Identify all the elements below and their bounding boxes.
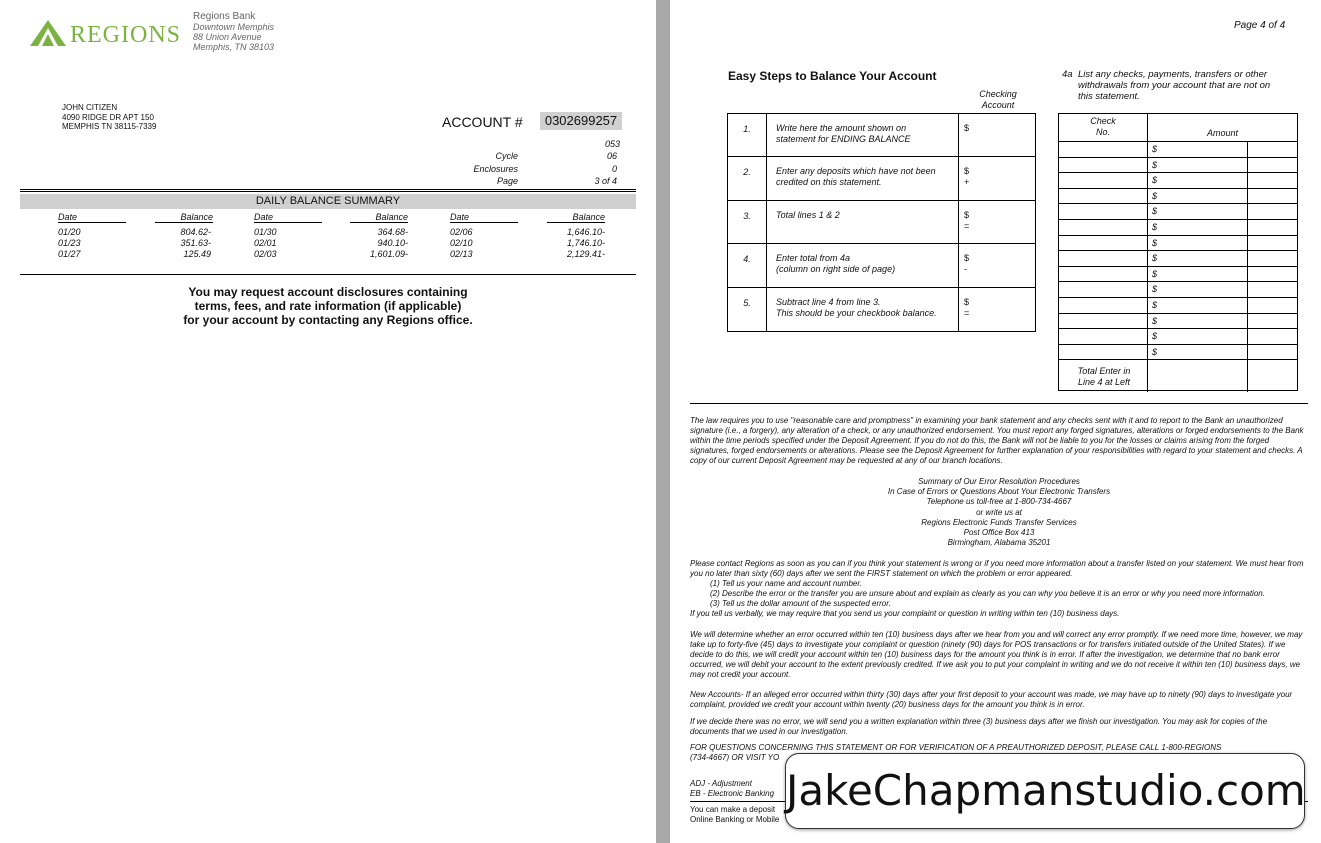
step-line: Total lines 1 & 2: [776, 209, 840, 220]
disclosure-line: You may request account disclosures containing: [188, 285, 468, 299]
step-line: This should be your checkbook balance.: [776, 307, 937, 318]
step-number: 2.: [743, 167, 751, 178]
summary-line: Birmingham, Alabama 35201: [947, 538, 1051, 548]
balance-date: 01/20: [58, 227, 81, 237]
customer-address-line1: 4090 RIDGE DR APT 150: [62, 112, 154, 122]
dollar-sign: $: [1152, 346, 1158, 357]
checking-header-line: Account: [981, 100, 1015, 110]
step-amount-field[interactable]: [959, 114, 1035, 156]
note-line: this statement.: [1078, 91, 1140, 102]
summary-line: Regions Electronic Funds Transfer Services: [921, 517, 1077, 527]
footer-line: You can make a deposit: [690, 805, 776, 814]
balance-amount: 125.49: [183, 249, 211, 259]
summary-line: Telephone us toll-free at 1-800-734-4667: [926, 497, 1072, 507]
dollar-sign: $: [1152, 222, 1158, 232]
step-text: [766, 201, 959, 243]
daily-balance-summary-title: DAILY BALANCE SUMMARY: [20, 194, 636, 209]
step-row: [728, 288, 1035, 331]
step-text: [766, 157, 959, 199]
legal-paragraph: [690, 559, 1308, 619]
balance-header: Balance: [547, 212, 605, 223]
balance-amount: 364.68-: [377, 227, 408, 237]
check-entry-row[interactable]: [1059, 158, 1297, 174]
step-number: 3.: [743, 210, 751, 221]
legal-paragraph: If we decide there was no error, we will send you a written explanation within three (3) business days after we finish our investigation. You may ask for copies of the documents that we used in our investigation.: [690, 717, 1268, 736]
balance-date: 01/30: [254, 227, 277, 237]
divider: [20, 274, 636, 275]
balance-amount: 1,601.09-: [369, 249, 408, 259]
divider: [20, 189, 636, 192]
balance-header: Balance: [155, 212, 213, 223]
watermark-banner: JakeChapmanstudio.com: [785, 753, 1305, 829]
abbreviation: EB - Electronic Banking: [690, 789, 775, 798]
summary-line: Summary of Our Error Resolution Procedures: [918, 477, 1080, 486]
dollar-sign: $: [1152, 175, 1158, 186]
statement-page-4: [670, 0, 1321, 843]
cycle-value: 06: [606, 151, 617, 161]
step-text: [766, 244, 959, 286]
legal-text: FOR QUESTIONS CONCERNING THIS STATEMENT OR FOR VERIFICATION OF A PREAUTHORIZED DEPOSIT, PLEASE CALL 1-800-REGIONS: [690, 743, 1222, 752]
check-entry-row[interactable]: [1059, 282, 1297, 298]
header-line: Check: [1090, 116, 1116, 126]
legal-text: (734-4667) OR VISIT YO: [690, 753, 780, 762]
legal-list-item: (3) Tell us the dollar amount of the suspected error.: [710, 599, 891, 608]
step-amount-field[interactable]: [959, 288, 1035, 331]
check-entry-row[interactable]: [1059, 251, 1297, 267]
account-label: ACCOUNT #: [442, 114, 523, 130]
dollar-sign: $: [964, 296, 970, 307]
legal-text: Please contact Regions as soon as you can if you think your statement is wrong or if you need more information about a transfer listed on your statement. We must hear from you no later than sixty (60) days after we sent the FIRST statement on which the problem or error appeared.: [690, 559, 1304, 578]
dollar-sign: $: [1152, 284, 1158, 295]
dollar-sign: $: [1152, 190, 1158, 201]
checks-table-header: [1059, 114, 1297, 142]
check-entry-row[interactable]: [1059, 314, 1297, 330]
regions-tree-logo-icon: [30, 20, 66, 46]
step-line: Enter any deposits which have not been: [776, 166, 936, 177]
summary-line: Post Office Box 413: [963, 528, 1035, 538]
step-amount-field[interactable]: [959, 244, 1035, 286]
step-number: 1.: [743, 124, 751, 134]
balance-date: 02/03: [254, 249, 277, 259]
dollar-sign: $: [1152, 268, 1158, 279]
operator-sign: +: [964, 177, 970, 188]
check-entry-row[interactable]: [1059, 189, 1297, 205]
date-header: Date: [254, 212, 322, 223]
check-no-header: [1059, 116, 1147, 138]
dollar-sign: $: [1152, 144, 1158, 154]
account-number: 0302699257: [540, 112, 622, 130]
legal-list-item: (2) Describe the error or the transfer you are unsure about and explain as clearly as you can why you believe it is an error or why you need more information.: [710, 589, 1265, 598]
balance-date: 01/27: [58, 249, 81, 259]
customer-address-line2: MEMPHIS TN 38115-7339: [62, 122, 157, 131]
total-label: [1061, 366, 1147, 388]
abbreviation: ADJ - Adjustment: [690, 779, 752, 788]
balance-date: 02/06: [450, 227, 473, 237]
page-value: 3 of 4: [594, 176, 617, 186]
step-number: 4.: [743, 254, 751, 265]
bank-street: 88 Union Avenue: [193, 32, 262, 42]
total-line: Line 4 at Left: [1077, 377, 1131, 387]
header-line: No.: [1095, 127, 1110, 137]
customer-name: JOHN CITIZEN: [62, 103, 118, 112]
check-entry-row[interactable]: [1059, 173, 1297, 189]
enclosures-label: Enclosures: [473, 164, 518, 174]
balance-amount: 804.62-: [180, 227, 211, 237]
total-line: Total Enter in: [1077, 366, 1131, 376]
disclosure-line: terms, fees, and rate information (if applicable): [194, 299, 462, 313]
balance-amount: 940.10-: [377, 238, 408, 248]
legal-paragraph: We will determine whether an error occurred within ten (10) business days after we hear from you and will correct any error promptly. If we need more time, however, we may take up to forty-five (45) days to investigate your complaint or question (ninety (90) days for POS transactions or for transfers initiated outside of the United States). If we decide to do this, we will credit your account within ten (10) business days for the amount you think is in error. If after the investigation, we determine that no bank error occurred, we will debit your account to the extent previously credited. If we ask you to put your complaint in writing and we do not receive it within ten (10) business days, we may not credit your account.: [690, 630, 1303, 679]
step-amount-field[interactable]: [959, 201, 1035, 243]
balance-amount: 1,646.10-: [566, 227, 605, 237]
checking-account-header: [966, 89, 1030, 111]
balance-amount: 351.63-: [180, 238, 211, 248]
balance-date: 02/13: [450, 249, 473, 259]
bank-branch: Downtown Memphis: [193, 22, 275, 32]
step-line: Subtract line 4 from line 3.: [776, 296, 881, 307]
note-line: List any checks, payments, transfers or other: [1078, 69, 1268, 80]
footer-line: Online Banking or Mobile: [690, 815, 780, 824]
divider: [690, 403, 1308, 404]
outstanding-checks-table: [1058, 113, 1298, 391]
date-header: Date: [450, 212, 518, 223]
step-line: credited on this statement.: [776, 177, 882, 188]
dollar-sign: $: [964, 209, 970, 220]
step-line: (column on right side of page): [776, 264, 896, 275]
check-entry-row[interactable]: [1059, 329, 1297, 345]
step-row: [728, 201, 1035, 244]
step-row: [728, 114, 1035, 157]
balance-amount: 1,746.10-: [566, 238, 605, 248]
dollar-sign: $: [1152, 253, 1158, 264]
operator-sign: =: [964, 220, 970, 231]
outstanding-items-note: [1062, 69, 1312, 102]
checking-header-line: Checking: [979, 89, 1017, 99]
amount-header: Amount: [1206, 128, 1239, 138]
legal-text: If you tell us verbally, we may require that you send us your complaint or question in writing within ten (10) business days.: [690, 609, 1120, 618]
dollar-sign: $: [964, 123, 970, 133]
step-amount-field[interactable]: [959, 157, 1035, 199]
date-header: Date: [58, 212, 126, 223]
dollar-sign: $: [1152, 315, 1158, 326]
step-line: Enter total from 4a: [776, 253, 851, 264]
legal-paragraph: The law requires you to use "reasonable care and promptness" in examining your bank statement and any checks sent with it and to report to the Bank an unauthorized signature (i.e., a forgery), any alteration of a check, or any unauthorized endorsement. You must report any forged signatures, alterations or forged endorsements to the Bank within the time periods specified under the Deposit Agreement. If you do not do this, the Bank will not be liable to you for the losses or claims arising from the forged signatures, forged endorsements or alterations. Please see the Deposit Agreement for further explanation of your responsibilities with regard to your statement and checks. A copy of our current Deposit Agreement may be requested at any of our branch locations.: [690, 416, 1304, 465]
check-entry-row[interactable]: [1059, 142, 1297, 158]
operator-sign: =: [964, 307, 970, 318]
disclosure-line: for your account by contacting any Regions office.: [183, 313, 473, 327]
step-4a-label: 4a: [1062, 69, 1073, 80]
step-line: Write here the amount shown on: [776, 123, 907, 133]
note-line: withdrawals from your account that are not on: [1078, 80, 1271, 91]
step-number: 5.: [743, 297, 751, 308]
dollar-sign: $: [1152, 159, 1158, 170]
regions-logo-text: REGIONS: [70, 22, 182, 48]
summary-line: In Case of Errors or Questions About Your Electronic Transfers: [887, 487, 1111, 497]
check-entry-row[interactable]: [1059, 345, 1297, 361]
disclosure-notice: [120, 285, 536, 327]
cycle-label: Cycle: [495, 151, 518, 161]
check-entry-row[interactable]: [1059, 298, 1297, 314]
statement-code: 053: [604, 139, 620, 149]
check-entry-row[interactable]: [1059, 220, 1297, 236]
dollar-sign: $: [1152, 237, 1158, 248]
enclosures-value: 0: [611, 164, 617, 174]
statement-page-3: [0, 0, 656, 843]
check-entry-row[interactable]: [1059, 204, 1297, 220]
page-label: Page: [496, 176, 518, 186]
balance-amount: 2,129.41-: [566, 249, 605, 259]
step-row: [728, 244, 1035, 287]
check-entry-row[interactable]: [1059, 236, 1297, 252]
balance-date: 01/23: [58, 238, 81, 248]
balance-date: 02/01: [254, 238, 277, 248]
dollar-sign: $: [1152, 300, 1158, 310]
dollar-sign: $: [1152, 206, 1158, 217]
customer-address: [62, 103, 156, 132]
step-line: statement for ENDING BALANCE: [776, 134, 911, 144]
dollar-sign: $: [964, 166, 970, 177]
balance-header: Balance: [350, 212, 408, 223]
step-row: [728, 157, 1035, 200]
dollar-sign: $: [1152, 331, 1158, 342]
page-number: Page 4 of 4: [1234, 20, 1286, 31]
balance-steps-table: [727, 113, 1036, 332]
dollar-sign: $: [964, 253, 970, 264]
summary-line: or write us at: [976, 507, 1022, 517]
error-resolution-summary: [690, 477, 1308, 548]
easy-steps-title: Easy Steps to Balance Your Account: [728, 69, 937, 83]
bank-address: [193, 12, 274, 52]
balance-date: 02/10: [450, 238, 473, 248]
legal-list-item: (1) Tell us your name and account number.: [710, 579, 862, 588]
step-text: [766, 114, 959, 156]
check-entry-row[interactable]: [1059, 267, 1297, 283]
operator-sign: -: [964, 264, 967, 275]
bank-name: Regions Bank: [193, 11, 256, 22]
bank-city: Memphis, TN 38103: [193, 42, 275, 52]
step-text: [766, 288, 959, 331]
legal-paragraph: New Accounts- If an alleged error occurred within thirty (30) days after your first deposit to your account was made, we may have up to ninety (90) days to investigate your complaint, provided we credit your account within twenty (20) business days for the amount you think is in error.: [690, 690, 1293, 709]
